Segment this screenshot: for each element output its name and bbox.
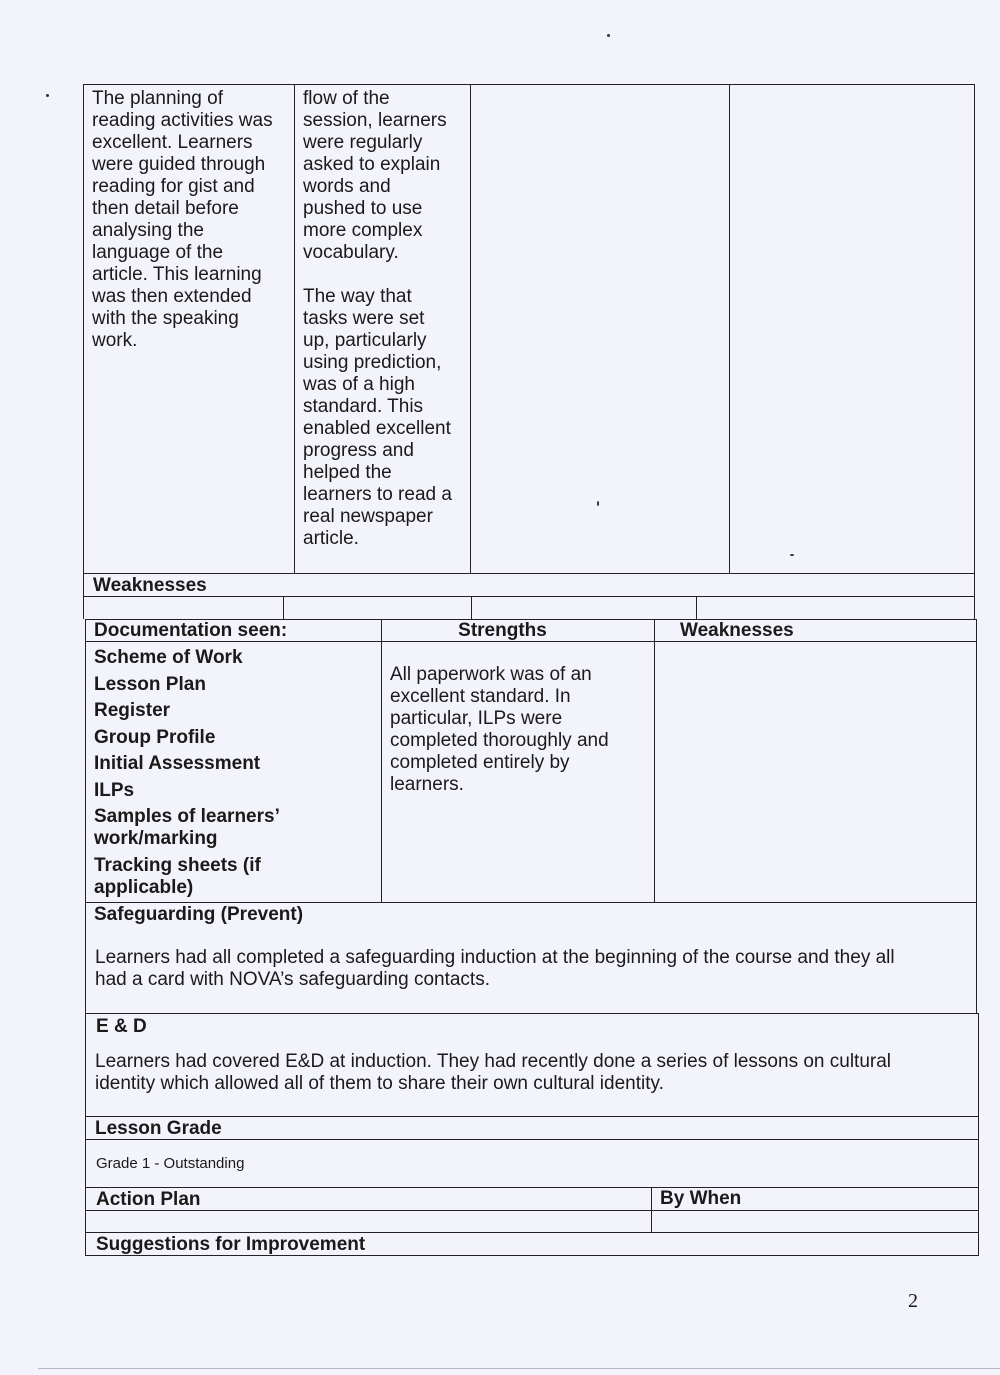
lesson-grade-header-bottom <box>85 1139 978 1140</box>
scan-speck <box>790 554 794 556</box>
lower-border-right-a <box>976 619 977 1013</box>
scan-speck <box>46 94 49 97</box>
row-divider-weaknesses-bottom <box>83 596 974 597</box>
empty-row-divider-1 <box>283 596 284 619</box>
empty-row-divider-3 <box>696 596 697 619</box>
action-plan-title: Action Plan <box>96 1189 201 1210</box>
col-divider-1 <box>294 84 295 573</box>
doc-weaknesses-header: Weaknesses <box>680 620 794 641</box>
lesson-grade-value: Grade 1 - Outstanding <box>96 1155 245 1172</box>
doc-item: Tracking sheets (if applicable) <box>94 854 261 898</box>
lower-border-left <box>85 619 86 1256</box>
col-divider-2 <box>470 84 471 573</box>
observation-weaknesses-label: Weaknesses <box>93 575 207 596</box>
doc-item: Lesson Plan <box>94 673 206 695</box>
safeguarding-title: Safeguarding (Prevent) <box>94 904 304 925</box>
doc-items-list <box>94 647 364 903</box>
doc-col-divider-2 <box>654 619 655 902</box>
scan-speck <box>607 34 610 37</box>
ed-bottom <box>85 1116 978 1117</box>
action-plan-bottom <box>85 1232 978 1233</box>
suggestions-title: Suggestions for Improvement <box>96 1234 366 1255</box>
empty-row-divider-2 <box>471 596 472 619</box>
doc-item: Scheme of Work <box>94 647 243 668</box>
doc-col-divider-1 <box>381 619 382 902</box>
scan-speck <box>597 501 599 506</box>
doc-strengths-header: Strengths <box>458 620 547 641</box>
safeguarding-text: Learners had all completed a safeguarding induction at the beginning of the course and they all had a card with NOVA’s safeguarding contacts. <box>95 947 895 990</box>
scan-bottom-edge <box>38 1368 1000 1369</box>
table-border-top <box>83 84 974 85</box>
doc-item: Initial Assessment <box>94 753 261 774</box>
lower-border-right-b <box>978 1013 979 1256</box>
table-border-right <box>974 84 975 619</box>
table-border-left <box>83 84 84 619</box>
doc-item: ILPs <box>94 779 135 801</box>
page-number: 2 <box>908 1290 918 1312</box>
observation-col1-text: The planning of reading activities was excellent. Learners were guided through reading for gist and then detail before analysing the language of the article. This learning was then extended with the speaking work. <box>92 88 273 351</box>
lesson-grade-bottom <box>85 1187 978 1188</box>
doc-strengths-text: All paperwork was of an excellent standard. In particular, ILPs were completed thoroughly and completed entirely by learners. <box>390 664 609 795</box>
ed-title: E & D <box>96 1016 147 1037</box>
doc-item: Samples of learners’ work/marking <box>94 806 279 849</box>
row-divider-weaknesses <box>83 573 974 574</box>
ed-text: Learners had covered E&D at induction. They had recently done a series of lessons on cultural identity which allowed all of them to share their own cultural identity. <box>95 1051 892 1094</box>
suggestions-bottom <box>85 1255 978 1256</box>
action-plan-header-bottom <box>85 1210 978 1211</box>
lesson-grade-title: Lesson Grade <box>95 1118 222 1139</box>
safeguarding-bottom <box>85 1013 978 1014</box>
col-divider-3 <box>729 84 730 573</box>
observation-col2-text: flow of the session, learners were regularly asked to explain words and pushed to use more complex vocabulary. The way that tasks were set up, particularly using prediction, was of a high standard. This enabled excellent progress and helped the learners to read a real newspaper article. <box>303 88 452 549</box>
doc-header: Documentation seen: <box>94 620 288 641</box>
by-when-title: By When <box>660 1188 742 1209</box>
doc-item: Register <box>94 700 171 721</box>
doc-item: Group Profile <box>94 726 216 748</box>
